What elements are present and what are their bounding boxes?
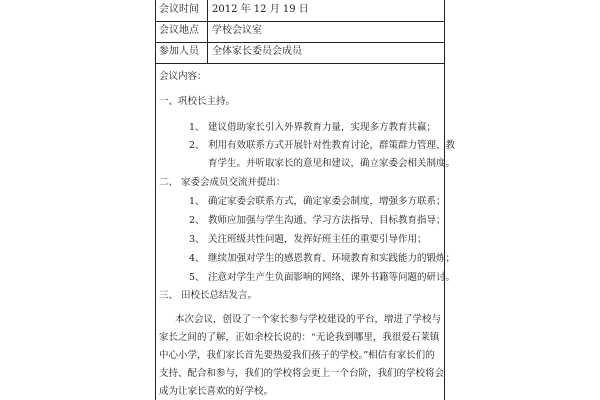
meta-value-location: 学校会议室 bbox=[212, 25, 262, 36]
section-2-item-1-text: 确定家委会联系方式，确定家委会制度，增强多方联系； bbox=[208, 196, 446, 207]
section-2-item-5-text: 注意对学生产生负面影响的网络、课外书籍等问题的研讨。 bbox=[208, 272, 456, 283]
meta-label-time: 会议时间 bbox=[159, 4, 199, 15]
meta-row-location bbox=[155, 21, 445, 43]
summary-line-1: 本次会议，创设了一个家长参与学校建设的平台，增进了学校与 bbox=[175, 314, 442, 325]
section-1-item-1-number: 1、 bbox=[189, 122, 205, 133]
summary-line-5: 成为让家长喜欢的好学校。 bbox=[159, 386, 274, 397]
section-3-title: 三、 田校长总结发言。 bbox=[159, 290, 258, 301]
section-2-item-3-text: 关注班级共性问题，发挥好班主任的重要引导作用； bbox=[208, 234, 427, 245]
meta-row-time bbox=[155, 0, 445, 22]
section-1-item-2-line-2: 育学生。并听取家长的意见和建议，确立家委会相关制度。 bbox=[208, 158, 456, 169]
content-heading: 会议内容： bbox=[159, 71, 207, 82]
summary-line-4: 支持、配合和参与，我们的学校将会更上一个台阶，我们的学校将会 bbox=[159, 368, 445, 379]
section-1-item-2-number: 2、 bbox=[189, 140, 205, 151]
section-1-title: 一、巩校长主持。 bbox=[159, 96, 236, 107]
meta-value-time: 2012 年 12 月 19 日 bbox=[212, 4, 309, 15]
section-1-item-1-text: 建议借助家长引入外界教育力量，实现多方教育共赢； bbox=[208, 122, 437, 133]
section-1-item-2-line-1: 利用有效联系方式开展针对性教育讨论，群策群力管理、教 bbox=[208, 140, 456, 151]
section-2-item-3-number: 3、 bbox=[189, 234, 205, 245]
summary-line-2: 家长之间的了解，正如余校长说的：“无论我到哪里，我很爱石莱镇 bbox=[159, 332, 440, 343]
meta-label-attendees: 参加人员 bbox=[159, 46, 199, 57]
meeting-record-sheet bbox=[155, 0, 456, 400]
section-2-title: 二、 家委会成员交流并提出： bbox=[159, 177, 286, 188]
section-2-item-1-number: 1、 bbox=[189, 196, 205, 207]
meta-value-attendees: 全体家长委员会成员 bbox=[212, 46, 302, 57]
section-2-item-5-number: 5、 bbox=[189, 272, 205, 283]
meta-label-location: 会议地点 bbox=[159, 25, 199, 36]
section-2-item-4-text: 继续加强对学生的感恩教育、环境教育和实践能力的锻炼； bbox=[208, 253, 456, 264]
meta-row-attendees bbox=[155, 42, 445, 64]
section-2-item-4-number: 4、 bbox=[189, 253, 205, 264]
summary-line-3: 中心小学，我们家长首先要热爱我们孩子的学校。”相信有家长们的 bbox=[159, 350, 435, 361]
section-2-item-2-number: 2、 bbox=[189, 215, 205, 226]
section-2-item-2-text: 教师应加强与学生沟通、学习方法指导、目标教育指导； bbox=[208, 215, 446, 226]
